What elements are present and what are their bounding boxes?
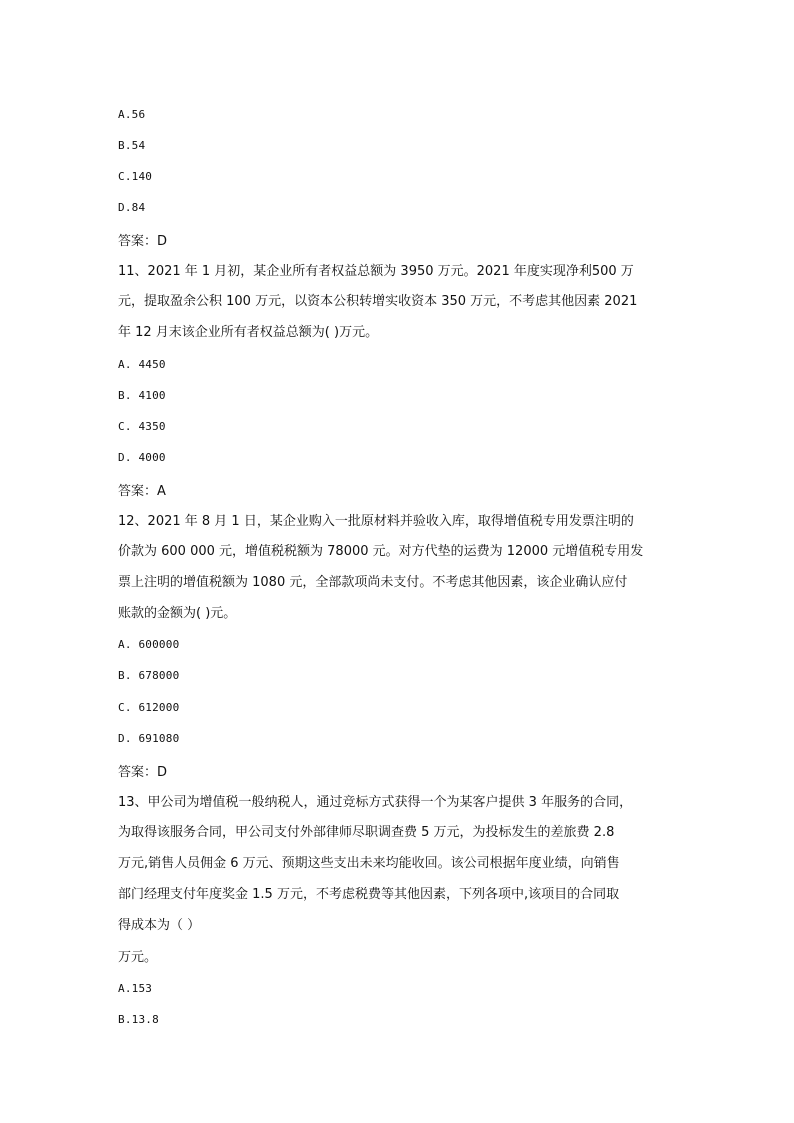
q13-text-line-1: 13、甲公司为增值税一般纳税人，通过竞标方式获得一个为某客户提供 3 年服务的合同， (118, 795, 633, 810)
q13-option-a: A.153 (118, 982, 153, 995)
q11-answer: 答案：A (118, 484, 166, 499)
q12-answer: 答案：D (118, 765, 168, 780)
q12-option-a: A. 600000 (118, 638, 180, 651)
q12-text-line-2: 价款为 600 000 元，增值税税额为 78000 元。对方代垫的运费为 12000 元增值税专用发 (118, 544, 644, 559)
q10-option-d: D.84 (118, 201, 146, 214)
q13-text-line-3: 万元,销售人员佣金 6 万元、预期这些支出未来均能收回。该公司根据年度业绩，向销售 (118, 856, 620, 871)
q10-option-a: A.56 (118, 108, 146, 121)
q13-text-line-5: 得成本为（ ） (118, 918, 201, 933)
q13-text-line-6: 万元。 (118, 950, 158, 965)
q13-option-b: B.13.8 (118, 1013, 159, 1026)
q10-option-b: B.54 (118, 139, 146, 152)
q10-answer: 答案：D (118, 234, 168, 249)
q12-text-line-3: 票上注明的增值税额为 1080 元，全部款项尚未支付。不考虑其他因素，该企业确认应付 (118, 575, 628, 590)
q10-option-c: C.140 (118, 170, 153, 183)
q12-option-b: B. 678000 (118, 669, 180, 682)
q11-option-c: C. 4350 (118, 420, 166, 433)
q11-text-line-1: 11、2021 年 1 月初，某企业所有者权益总额为 3950 万元。2021 年度实现净利500 万 (118, 264, 634, 279)
q12-option-d: D. 691080 (118, 732, 180, 745)
q12-option-c: C. 612000 (118, 701, 180, 714)
q11-option-d: D. 4000 (118, 451, 166, 464)
q12-text-line-1: 12、2021 年 8 月 1 日，某企业购入一批原材料并验收入库，取得增值税专用发票注明的 (118, 514, 634, 529)
q11-text-line-2: 元，提取盈余公积 100 万元，以资本公积转增实收资本 350 万元，不考虑其他因素 2021 (118, 294, 638, 309)
q11-text-line-3: 年 12 月末该企业所有者权益总额为( )万元。 (118, 325, 379, 340)
q11-option-a: A. 4450 (118, 358, 166, 371)
q13-text-line-4: 部门经理支付年度奖金 1.5 万元，不考虑税费等其他因素，下列各项中,该项目的合同取 (118, 887, 620, 902)
q13-text-line-2: 为取得该服务合同，甲公司支付外部律师尽职调查费 5 万元，为投标发生的差旅费 2.8 (118, 825, 615, 840)
q11-option-b: B. 4100 (118, 389, 166, 402)
q12-text-line-4: 账款的金额为( )元。 (118, 606, 237, 621)
